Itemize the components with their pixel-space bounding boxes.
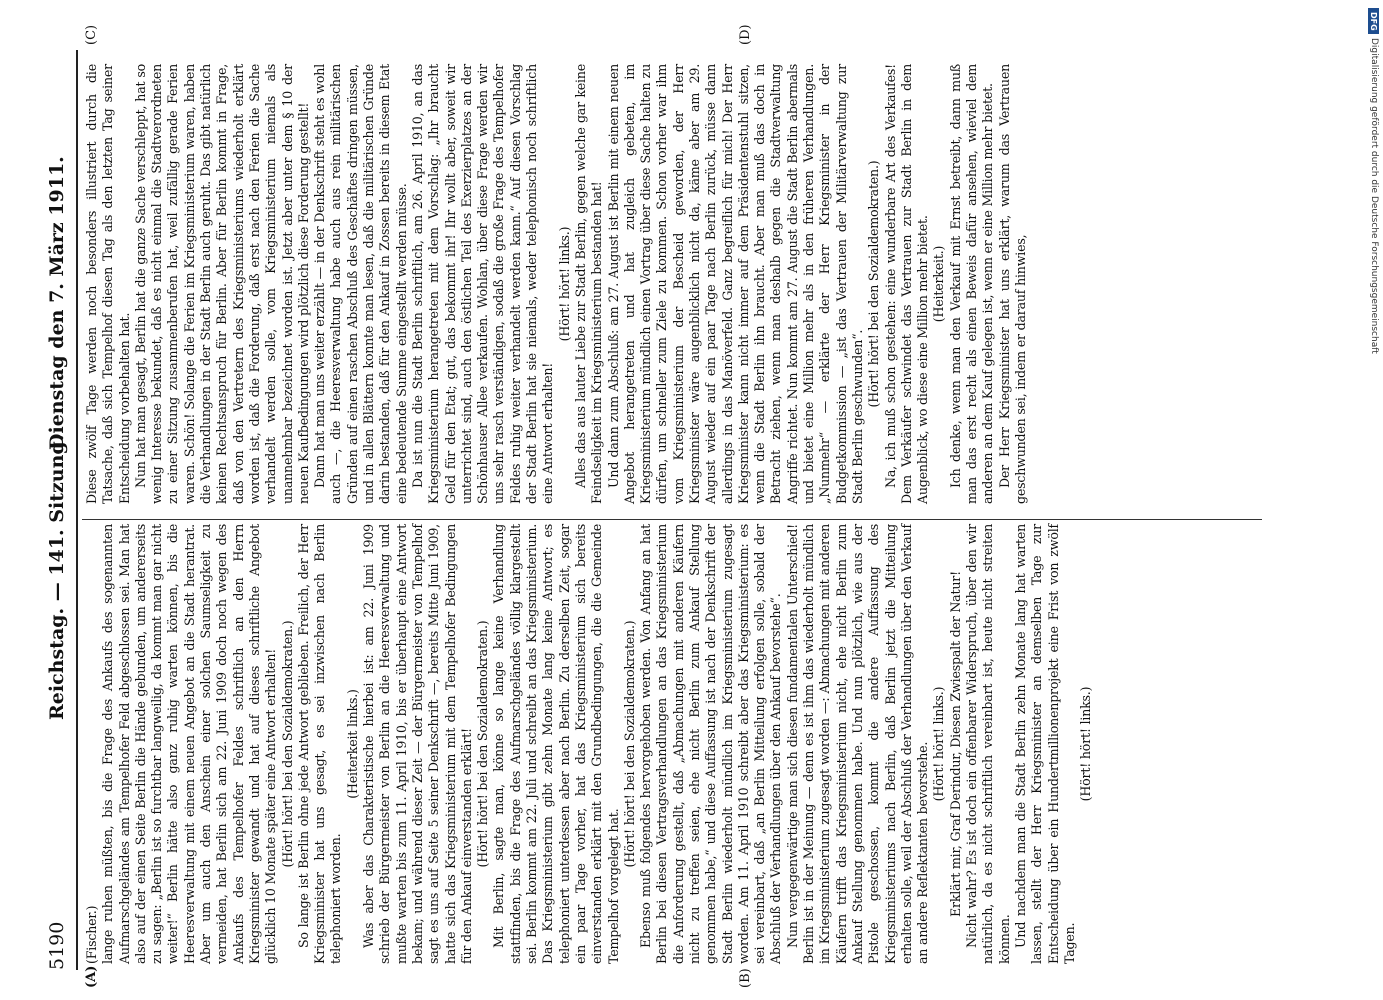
- paragraph: Da ist nun die Stadt Berlin schriftlich, am 26. April 1910, an das Kriegsministerium herangetreten mit dem Vorschlag: „Ihr braucht Geld für den Etat; gut, das bekommt ihr! Ihr wollt aber, soweit wir unterrichtet sind, auch den östlichen Teil des Exerzierplatzes an der Schönhauser Allee verkaufen. Wohlan, über diese Frage werden wir uns sehr rasch verständigen, sodaß die große Frage des Tempelhofer Feldes ruhig weiter verhandelt werden kann.“ Auf diesen Vorschlag der Stadt Berlin hat sie niemals, weder telephonisch noch schriftlich eine Antwort erhalten!: [409, 64, 556, 504]
- left-running-title: Reichstag. — 141. Sitzung.: [46, 434, 68, 720]
- interjection: (Hört! hört! bei den Sozialdemokraten.): [866, 160, 882, 408]
- paragraph: Nun vergegenwärtige man sich diesen fundamentalen Unterschied! Berlin ist in der Meinung — denn es ist ihm das wiederholt mündlich im Kriegsministerium zugesagt worden —: Abmachungen mit anderen Käufern trifft das Kriegsministerium nicht, ehe nicht Berlin zum Ankauf Stellung genommen habe. Und nun plötzlich, wie aus der Pistole geschossen, kommt die andere Auffassung des Kriegsministeriums nach Berlin, daß Berlin jetzt die Mitteilung erhalten solle, weil der Abschluß der Verhandlungen über den Verkauf an andere Reflektanten bevorstehe.: [784, 524, 931, 964]
- paragraph: Ebenso muß folgendes hervorgehoben werden. Von Anfang an hat Berlin bei diesen Vertragsverhandlungen an das Kriegsministerium die Anforderung gestellt, daß „Abmachungen mit anderen Käufern nicht zu treffen seien, ehe nicht Berlin zum Ankauf Stellung genommen habe,“ und diese Auffassung ist nach der Denkschrift der Stadt Berlin wiederholt mündlich im Kriegsministerium zugesagt worden. Am 11. April 1910 schreibt aber das Kriegsministerium: es sei vereinbart, daß „an Berlin Mitteilung erfolgen solle, sobald der Abschluß der Verhandlungen über den Ankauf bevorstehe“.: [638, 524, 784, 964]
- paragraph: Na, ich muß schon gestehen: eine wunderbare Art des Verkaufes! Dem Verkäufer schwindet das Vertrauen zur Stadt Berlin in dem Augenblick, wo diese eine Million mehr bietet.: [882, 64, 931, 504]
- paragraph: Nicht wahr? Es ist doch ein offenbarer Widerspruch, über den wir natürlich, da es nicht schriftlich vereinbart ist, heute nicht streiten können.: [964, 524, 1012, 964]
- paragraph: Und nachdem man die Stadt Berlin zehn Monate lang hat warten lassen, stellt der Herr Kriegsminister an demselben Tage zur Entscheidung über ein Hundertmillionenprojekt eine Frist von zwölf Tagen.: [1012, 524, 1077, 964]
- page-number: 5190: [46, 921, 68, 970]
- paragraph: Ich denke, wenn man den Verkauf mit Ernst betreibt, dann muß man das erst recht als einen Beweis dafür ansehen, wieviel dem anderen an dem Kauf gelegen ist, wenn er eine Million mehr bietet.: [947, 64, 996, 504]
- interjection: (Heiterkeit links.): [344, 689, 360, 799]
- margin-marker-c: (C): [84, 24, 99, 45]
- verse-quote: Erklärt mir, Graf Derindur, Diesen Zwiespalt der Natur!: [947, 571, 963, 917]
- paragraph: Mit Berlin, sagte man, könne so lange keine Verhandlung stattfinden, bis die Frage des Aufmarschgeländes völlig klargestellt sei. Berlin kommt am 22. Juli und schreibt an das Kriegsministerium. Das Kriegsministerium gibt zehn Monate lang keine Antwort; es telephoniert unterdessen aber nach Berlin. Zu derselben Zeit, sogar ein paar Tage vorher, hat das Kriegsministerium sich bereits einverstanden erklärt mit den Grundbedingungen, die die Gemeinde Tempelhof vorgelegt hat.: [491, 524, 621, 964]
- digitization-credit: Digitalisierung gefördert durch die Deutsche Forschungsgemeinschaft: [1369, 38, 1379, 354]
- paragraph: So lange ist Berlin ohne jede Antwort geblieben. Freilich, der Herr Kriegsminister hat uns gesagt, es sei inzwischen nach Berlin telephoniert worden.: [295, 524, 344, 964]
- interjection: (Hört! hört! bei den Sozialdemokraten.): [475, 620, 491, 868]
- interjection: (Hört! hört! links.): [1078, 686, 1094, 802]
- paragraph: Dann hat man uns weiter erzählt — in der Denkschrift steht es wohl auch —, die Heeresverwaltung habe auch aus rein militärischen Gründen auf einen raschen Abschluß des Geschäftes dringen müssen, und in allen Blättern konnte man lesen, daß die militärischen Gründe darin bestanden, daß für den Ankauf in Zossen bereits in diesem Etat eine bedeutende Summe eingestellt werden müsse.: [312, 64, 409, 504]
- document-page: [18, 0, 1348, 1000]
- header-rule: [76, 50, 78, 970]
- right-running-title: Dienstag den 7. März 1911.: [46, 156, 68, 450]
- interjection: (Hört! hört! bei den Sozialdemokraten.): [621, 620, 637, 868]
- column-divider: [82, 519, 1262, 520]
- interjection: (Hört! hört! links.): [556, 226, 572, 342]
- paragraph: Nun hat man gesagt, Berlin hat die ganze Sache verschleppt, hat so wenig Interesse bekundet, daß es nicht einmal die Stadtverordneten zu einer Sitzung zusammenberufen hat, weil zufällig gerade Ferien waren. Schön! Solange die Ferien im Kriegsministerium waren, haben die Verhandlungen in der Stadt Berlin auch geruht. Das gibt natürlich keinen Rechtsanspruch für Berlin. Aber für Berlin kommt in Frage, daß von den Vertretern des Kriegsministeriums wiederholt erklärt worden ist, daß die Forderung, daß erst nach den Ferien die Sache verhandelt werden solle, vom Kriegsministerium niemals als unannehmbar bezeichnet worden ist. Jetzt aber unter dem § 10 der neuen Kaufbedingungen wird plötzlich diese Forderung gestellt!: [132, 64, 311, 504]
- dfg-logo: DFG: [1368, 8, 1379, 34]
- paragraph: Was aber das Charakteristische hierbei ist: am 22. Juni 1909 schrieb der Bürgermeister von Berlin an die Heeresverwaltung und mußte warten bis zum 11. April 1910, bis er überhaupt eine Antwort bekam; und während dieser Zeit — der Bürgermeister von Tempelhof sagt es uns auf Seite 5 seiner Denkschrift —, bereits Mitte Juni 1909, hatte sich das Kriegsministerium mit dem Tempelhofer Bedingungen für den Ankauf einverstanden erklärt!: [361, 524, 474, 964]
- paragraph: Diese zwölf Tage werden noch besonders illustriert durch die Tatsache, daß sich Tempelhof diesen Tag als den letzten Tag seiner Entscheidung vorbehalten hat.: [84, 64, 132, 504]
- margin-marker-a: (A): [84, 965, 99, 988]
- paragraph: Alles das aus lauter Liebe zur Stadt Berlin, gegen welche gar keine Feindseligkeit im Kriegsministerium bestanden hat!: [572, 64, 605, 504]
- speaker-name: (Fischer.): [84, 905, 99, 964]
- paragraph: Der Herr Kriegsminister hat uns erklärt, warum das Vertrauen geschwunden sei, indem er darauf hinwies,: [996, 64, 1028, 504]
- left-column: [84, 524, 1094, 964]
- interjection: (Hört! hört! bei den Sozialdemokraten.): [279, 620, 295, 868]
- right-column: [84, 64, 1029, 504]
- interjection: (Heiterkeit.): [931, 245, 947, 323]
- margin-marker-d: (D): [738, 24, 753, 45]
- margin-marker-b: (B): [738, 968, 753, 988]
- paragraph: Und dann zum Abschluß: am 27. August ist Berlin mit einem neuen Angebot herangetreten und hat zugleich gebeten, im Kriegsministerium mündlich einen Vortrag über diese Sache halten zu dürfen, um schneller zum Ziele zu kommen. Schon vorher war ihm vom Kriegsministerium der Bescheid geworden, der Herr Kriegsminister wäre augenblicklich nicht da, käme aber am 29. August wieder auf ein paar Tage nach Berlin zurück, müsse dann allerdings in das Manöverfeld. Ganz begreiflich für mich! Der Herr Kriegsminister kann nicht immer auf dem Präsidentenstuhl sitzen, wenn die Stadt Berlin ihn braucht. Aber man muß das doch in Betracht ziehen, wenn man deshalb gegen die Stadtverwaltung Angriffe richtet. Nun kommt am 27. August die Stadt Berlin abermals und bietet eine Million mehr als in den früheren Verhandlungen. „Nunmehr“ — erklärte der Herr Kriegsminister in der Budgetkommission — „ist das Vertrauen der Militärverwaltung zur Stadt Berlin geschwunden“.: [605, 64, 865, 504]
- paragraph: lange ruhen müßten, bis die Frage des Ankaufs des sogenannten Aufmarschgeländes am Tempelhofer Feld abgeschlossen sei. Man hat also auf der einen Seite Berlin die Hände gebunden, um andererseits zu sagen: „Berlin ist so furchtbar langweilig, da kommt man gar nicht weiter!“ Berlin hätte also ganz ruhig warten können, bis die Heeresverwaltung mit einem neuen Angebot an die Stadt herantrat. Aber um auch den Anschein einer solchen Saumseligkeit zu vermeiden, hat Berlin sich am 22. Juni 1909 doch noch wegen des Ankaufs des Tempelhofer Feldes schriftlich an den Herrn Kriegsminister gewandt und hat auf dieses schriftliche Angebot glücklich 10 Monate später eine Antwort erhalten!: [100, 524, 279, 964]
- page-header: [46, 70, 76, 970]
- interjection: (Hört! hört! links.): [931, 686, 947, 802]
